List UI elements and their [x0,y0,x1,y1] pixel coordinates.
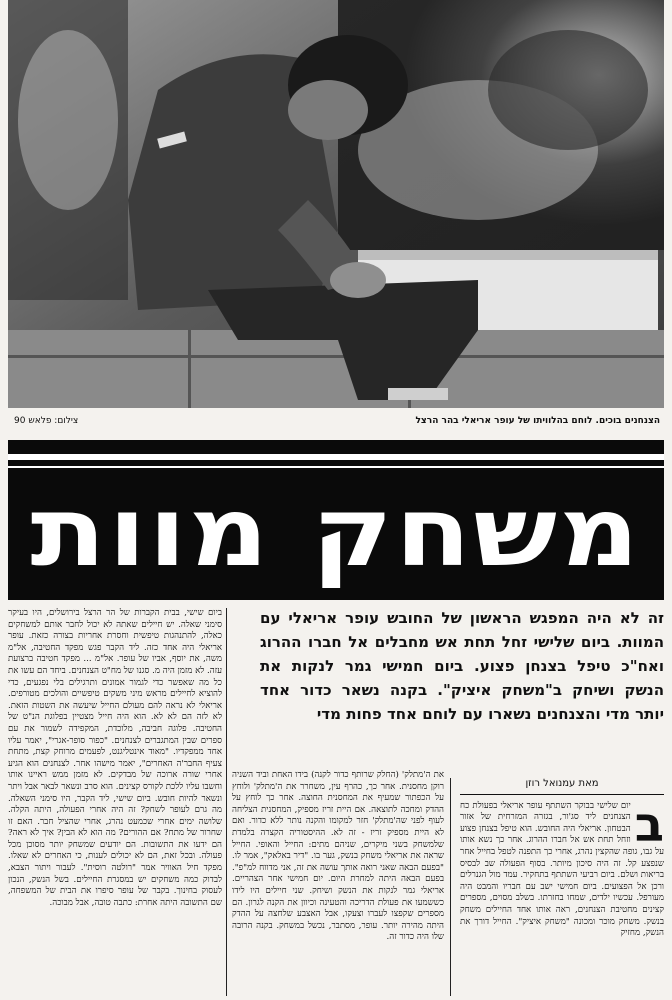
lead-paragraph: זה לא היה המפגש הראשון של החובש עופר אריאלי עם המוות. ביום שלישי זחל תחת אש מחבלים אל חברו ההרוג ואח"כ טיפל בצנחן פצוע. ביום חמישי גמר לנקות את הנשק ושיחק ב"משחק איציק". בקנה נשאר כדור אחד יותר מדי והצנחנים נשארו עם לוחם אחד פחות מדי [260,609,664,723]
column-divider [226,608,227,996]
article-column-left [8,608,222,996]
article-text: ביום שישי, בבית הקברות של הר הרצל בירושלים, היו בעיקר סימני שאלה. יש חיילים שאתה לא יכול לחבר אותם למשחקים כאלה, להתנהגות טיפשית וחסרת אחריות בצורה כזאת. עופר אריאלי היה אחד כזה. ליד הקבר פגש מפקד החטיבה, אל"מ משה, את יוסף, אביו של עופר. אל"מ ... מפקד חטיבה ברצועת עזה. לא מזמן היה מ. סגנו של מח"ט הצנחנים. ביחד הם עשו את כל מה שאפשר כדי לגמור אמונים ותרגילים בלי נפגעים, כדי להוציא לחיילים מראש מיני משקים טיפשיים והולכים מטורפים. אריאלי לא נראה להם מעולם החייל שיעשה את השטות הזאת. לא לזה הם לא לא. הוא היה חייל מצטיין בפלוגת הנ"ט של החטיבה. פלוגה חביבה, מלוכדת, המקפידה לשמור את עם ספרים שבין המתגברים לצנחנים. "כפור סופר-אגרי", יאמר עליו אחד ממפקדיו. "מאוד אינטליגנט, לפעמים מרוחק קצת, מתחת צעיף החבר'ה האחרים", יאמר מישהו אחר. לצנחנים הוא הגיע אחרי שורה ארוכה של מבדקים. לא מזמן ממש ראיינו אותו וחשבו עליו ללכת לקורס קצינים. הוא סרב ונשאר לבאר אבל ויתר ונשאר להיות חובש. ביום שישי, ליד הקבר, היו סימני השאלה. מה גרם לעופר לשחק? זה היה אחרי הפעולה, היתה הקלה. שלושה ימים אחרי שכמעט נהרג, אחרי שהציל חבר. האם זו שחרור של מתח? אם ההורים? מה הוא לא הבין? איך לא ראה? הם ידעו את התשובות. הם יודעים שמשחק יותר מסוכן מכל פעולה. ובכל זאת, הם לא יכולים לענות, כי האחרים לא שאלו. מפקד חיל האוויר אמר "רולטה רוסית". לעבור ויתור הצבא, לבדוק כמה משחקים יש במסגרת החיילים. בשל הנשק, הנכון לעסוק בחינוך. בקבר של עופר סיפרו את הבית של המשפחה, שם התשובה היתה אחרת: כתבה טובה, אבל מבוכה. [8,608,222,908]
headline-block [8,440,664,600]
byline: מאת עמנואל רוזן [460,778,664,795]
article-column-right [460,778,664,996]
drop-cap: ב [634,796,664,853]
article-text: את ה'מתלק' (החלק שרותף כדור לקנה) בידו האחת וביד השניה רוקן מחסנית. אחר כך, כהרף עין, משחרר את ה'מתלק' ולוחץ על הכפתור שמעיף את המחסנית החוצה. אחר כך לוחץ על ההדק ומחכה לתוצאה. אם היית זריז מספיק, המחסנית הצליחה לעוף לפני שה'מתלק' חזר למקומו והקנה נותר ללא כדור. ואם לא היית מספיק זריז - זה לא. ההיסטוריה הקצרה בלמדת שלמשחק בשני מיקרים, שניהם מתים: החייל והאופי. החייל שראה את אריאלי משחק בנשק, גער בו. "דיר באלאק", אמר לו. "בפעם הבאה שאני רואה אותך עושה את זה, אני מדווח למ"פ". בפעם הבאה היתה למחרת היום. יום חמישי אחר הצהריים. אריאלי גמר לנקות את הנשק ושיחק. שני חיילים היו לידו כששמעו את פעולת הדריכה והטעינה וכיוון את הקנה לגרון. הם מספרים שקפצו לעברו וצעקו, אבל האצבע שלחצה על ההדק היתה מהירה יותר. עופר, מסתבר, נכשל במשחק. בקנה הרובה שלו היה כדור זה. [232,770,444,943]
headline-title: משחק מוות [30,476,642,588]
photo-credit: צילום: פלאש 90 [14,416,79,426]
news-photo [8,0,664,408]
column-divider [450,778,451,996]
photo-caption: הצנחנים בוכים. לוחם בהלוויתו של עופר אריאלי בהר הרצל [415,416,660,426]
photo-caption-row [8,414,664,430]
article-column-middle [232,770,444,996]
article-text: יום שלישי בבוקר השתתף עופר אריאלי בפעולת כח הצנחנים ליד סג'ור, בגזרה המזרחית של אזור הבטחון. אריאלי היה החובש. הוא טיפל בצנחן פצוע וזחל תחת אש אל חברו ההרוג. אחר כך נשא אותו על גבו, גופה שהקצין נהרג, אחרי כך התפנה לטפל בחייל אחר שנפצע קל. זה היה סיכון מיותר. בסוף הפעולה שב לבסיס בריאות ושלם. ביום רביעי השתתף בתחקיר. עמד מול הגנרלים ורכן אל הפצועים. ביום חמישי ישב עם חבריו והמבט היה מעורפל. עכשיו ילדים, שמחו בחזרתו. בשלב מסוים, מספרים קצינים מחטיבת הצנחנים, ראה אותו אחד החיילים משחק בנשק. משחק מוכר ומכונה "משחק איציק". החייל דורך את הנשק, מחזיק [460,800,664,939]
headline-rule-thin [8,466,664,468]
headline-rule [8,454,664,460]
photo-soldier-mourning [8,0,664,408]
